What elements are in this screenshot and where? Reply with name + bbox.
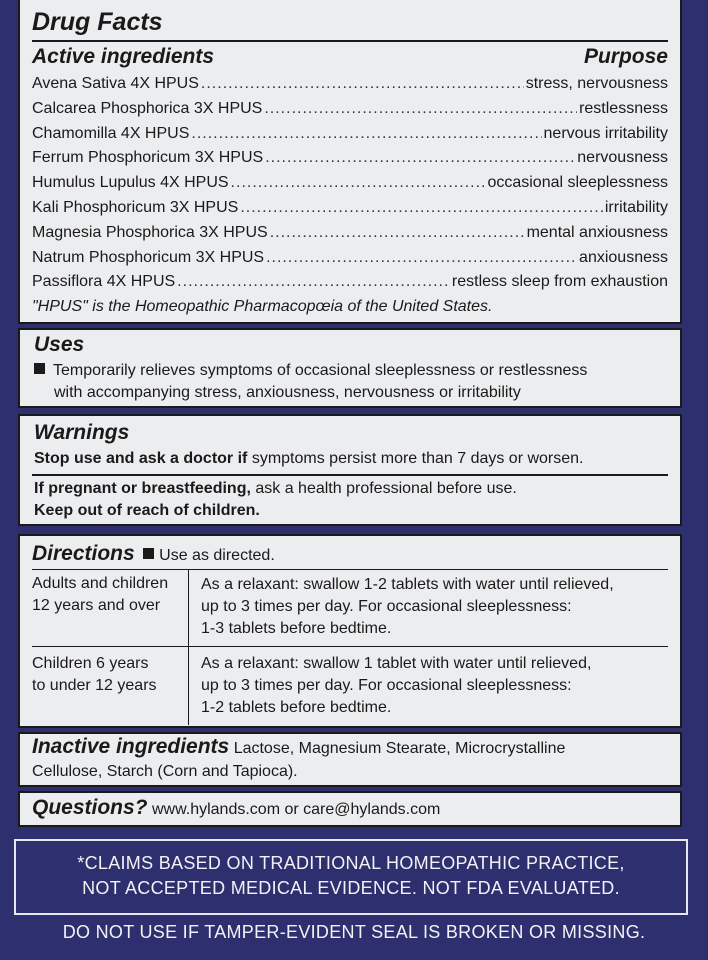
questions-heading: Questions?	[32, 796, 148, 819]
ingredient-row	[32, 72, 668, 97]
questions-line	[32, 796, 440, 821]
directions-panel	[18, 534, 682, 728]
uses-heading: Uses	[34, 333, 85, 356]
uses-line-2: with accompanying stress, anxiousness, nervousness or irritability	[54, 384, 521, 401]
dosage-line-1: As a relaxant: swallow 1 tablet with water until relieved,	[201, 655, 592, 672]
active-ingredients-header	[32, 45, 668, 69]
questions-panel	[18, 791, 682, 827]
ingredient-row	[32, 97, 668, 122]
uses-text	[34, 360, 670, 404]
age-group	[32, 647, 189, 725]
inactive-text-2: Cellulose, Starch (Corn and Tapioca).	[32, 763, 298, 780]
ingredient-name: Natrum Phosphoricum 3X HPUS	[32, 248, 265, 266]
directions-heading-row	[32, 542, 275, 567]
leader-dots	[177, 270, 450, 295]
leader-dots	[201, 72, 524, 97]
inactive-ingredients-panel	[18, 732, 682, 787]
ingredient-row	[32, 122, 668, 147]
leader-dots	[264, 97, 577, 122]
ingredient-row	[32, 146, 668, 171]
dosage-line-2: up to 3 times per day. For occasional sleeplessness:	[201, 598, 572, 615]
dosage-line-2: up to 3 times per day. For occasional sleeplessness:	[201, 677, 572, 694]
pregnant-bold: If pregnant or breastfeeding,	[34, 480, 251, 497]
ingredient-purpose: nervousness	[577, 149, 668, 167]
claims-line-1: *CLAIMS BASED ON TRADITIONAL HOMEOPATHIC PRACTICE,	[77, 853, 625, 873]
directions-row-children	[32, 647, 668, 725]
directions-row-adults	[32, 570, 668, 647]
ingredient-row	[32, 221, 668, 246]
age-group-line-2: to under 12 years	[32, 677, 157, 694]
age-group-line-1: Adults and children	[32, 575, 169, 592]
ingredient-name: Passiflora 4X HPUS	[32, 273, 176, 291]
uses-line-1: Temporarily relieves symptoms of occasional sleeplessness or restlessness	[53, 362, 588, 379]
drug-facts-panel	[18, 0, 682, 324]
leader-dots	[240, 196, 603, 221]
inactive-heading: Inactive ingredients	[32, 735, 230, 758]
dosage	[189, 570, 668, 646]
ingredient-purpose: occasional sleeplessness	[487, 174, 668, 192]
warnings-heading: Warnings	[34, 421, 130, 444]
ingredient-name: Magnesia Phosphorica 3X HPUS	[32, 223, 268, 241]
stop-use-text: symptoms persist more than 7 days or worsen.	[247, 450, 584, 467]
ingredient-row	[32, 171, 668, 196]
pregnant-line	[34, 478, 517, 500]
dosage-line-1: As a relaxant: swallow 1-2 tablets with water until relieved,	[201, 576, 614, 593]
ingredient-row	[32, 196, 668, 221]
leader-dots	[265, 146, 575, 171]
ingredient-name: Kali Phosphoricum 3X HPUS	[32, 198, 239, 216]
warnings-panel	[18, 414, 682, 526]
leader-dots	[231, 171, 486, 196]
inactive-line-1	[32, 735, 565, 760]
ingredient-purpose: anxiousness	[579, 248, 668, 266]
ingredient-row	[32, 270, 668, 295]
ingredient-purpose: mental anxiousness	[526, 223, 668, 241]
pregnant-text: ask a health professional before use.	[250, 480, 517, 497]
ingredient-name: Calcarea Phosphorica 3X HPUS	[32, 99, 263, 117]
leader-dots	[266, 246, 577, 271]
age-group-line-2: 12 years and over	[32, 597, 161, 614]
warnings-rule	[32, 474, 668, 476]
ingredient-purpose: restless sleep from exhaustion	[451, 273, 668, 291]
ingredient-row	[32, 246, 668, 271]
claims-disclaimer	[14, 839, 688, 915]
dosage	[189, 647, 668, 725]
dosage-line-3: 1-3 tablets before bedtime.	[201, 620, 392, 637]
seal-warning: DO NOT USE IF TAMPER-EVIDENT SEAL IS BROKEN OR MISSING.	[62, 922, 646, 942]
uses-panel	[18, 328, 682, 408]
ingredient-purpose: irritability	[604, 198, 668, 216]
active-ingredients-heading: Active ingredients	[32, 45, 215, 68]
ingredient-name: Humulus Lupulus 4X HPUS	[32, 174, 229, 192]
ingredient-purpose: stress, nervousness	[525, 75, 668, 92]
title-rule	[32, 40, 668, 42]
dosage-line-3: 1-2 tablets before bedtime.	[201, 699, 392, 716]
purpose-heading: Purpose	[583, 45, 668, 68]
questions-contact[interactable]: www.hylands.com or care@hylands.com	[151, 801, 441, 818]
stop-use-line	[34, 448, 584, 470]
leader-dots	[270, 221, 525, 246]
age-group	[32, 570, 189, 646]
keep-out-line: Keep out of reach of children.	[34, 502, 260, 519]
bullet-icon	[34, 363, 45, 374]
ingredient-purpose: nervous irritability	[543, 124, 668, 142]
directions-table	[32, 570, 668, 725]
ingredient-name: Avena Sativa 4X HPUS	[32, 75, 199, 92]
inactive-text-1: Lactose, Magnesium Stearate, Microcrystalline	[233, 740, 566, 757]
ingredient-name: Chamomilla 4X HPUS	[32, 124, 190, 142]
hpus-note: "HPUS" is the Homeopathic Pharmacopœia of the United States.	[32, 298, 493, 316]
directions-intro: Use as directed.	[159, 547, 275, 564]
age-group-line-1: Children 6 years	[32, 655, 149, 672]
stop-use-bold: Stop use and ask a doctor if	[34, 450, 248, 467]
drug-facts-title: Drug Facts	[32, 8, 163, 36]
bullet-icon	[143, 548, 154, 559]
leader-dots	[191, 122, 541, 147]
directions-heading: Directions	[32, 542, 135, 565]
claims-line-2: NOT ACCEPTED MEDICAL EVIDENCE. NOT FDA EVALUATED.	[82, 878, 620, 898]
ingredient-name: Ferrum Phosphoricum 3X HPUS	[32, 149, 264, 167]
ingredient-list	[32, 72, 668, 319]
ingredient-purpose: restlessness	[579, 99, 668, 117]
